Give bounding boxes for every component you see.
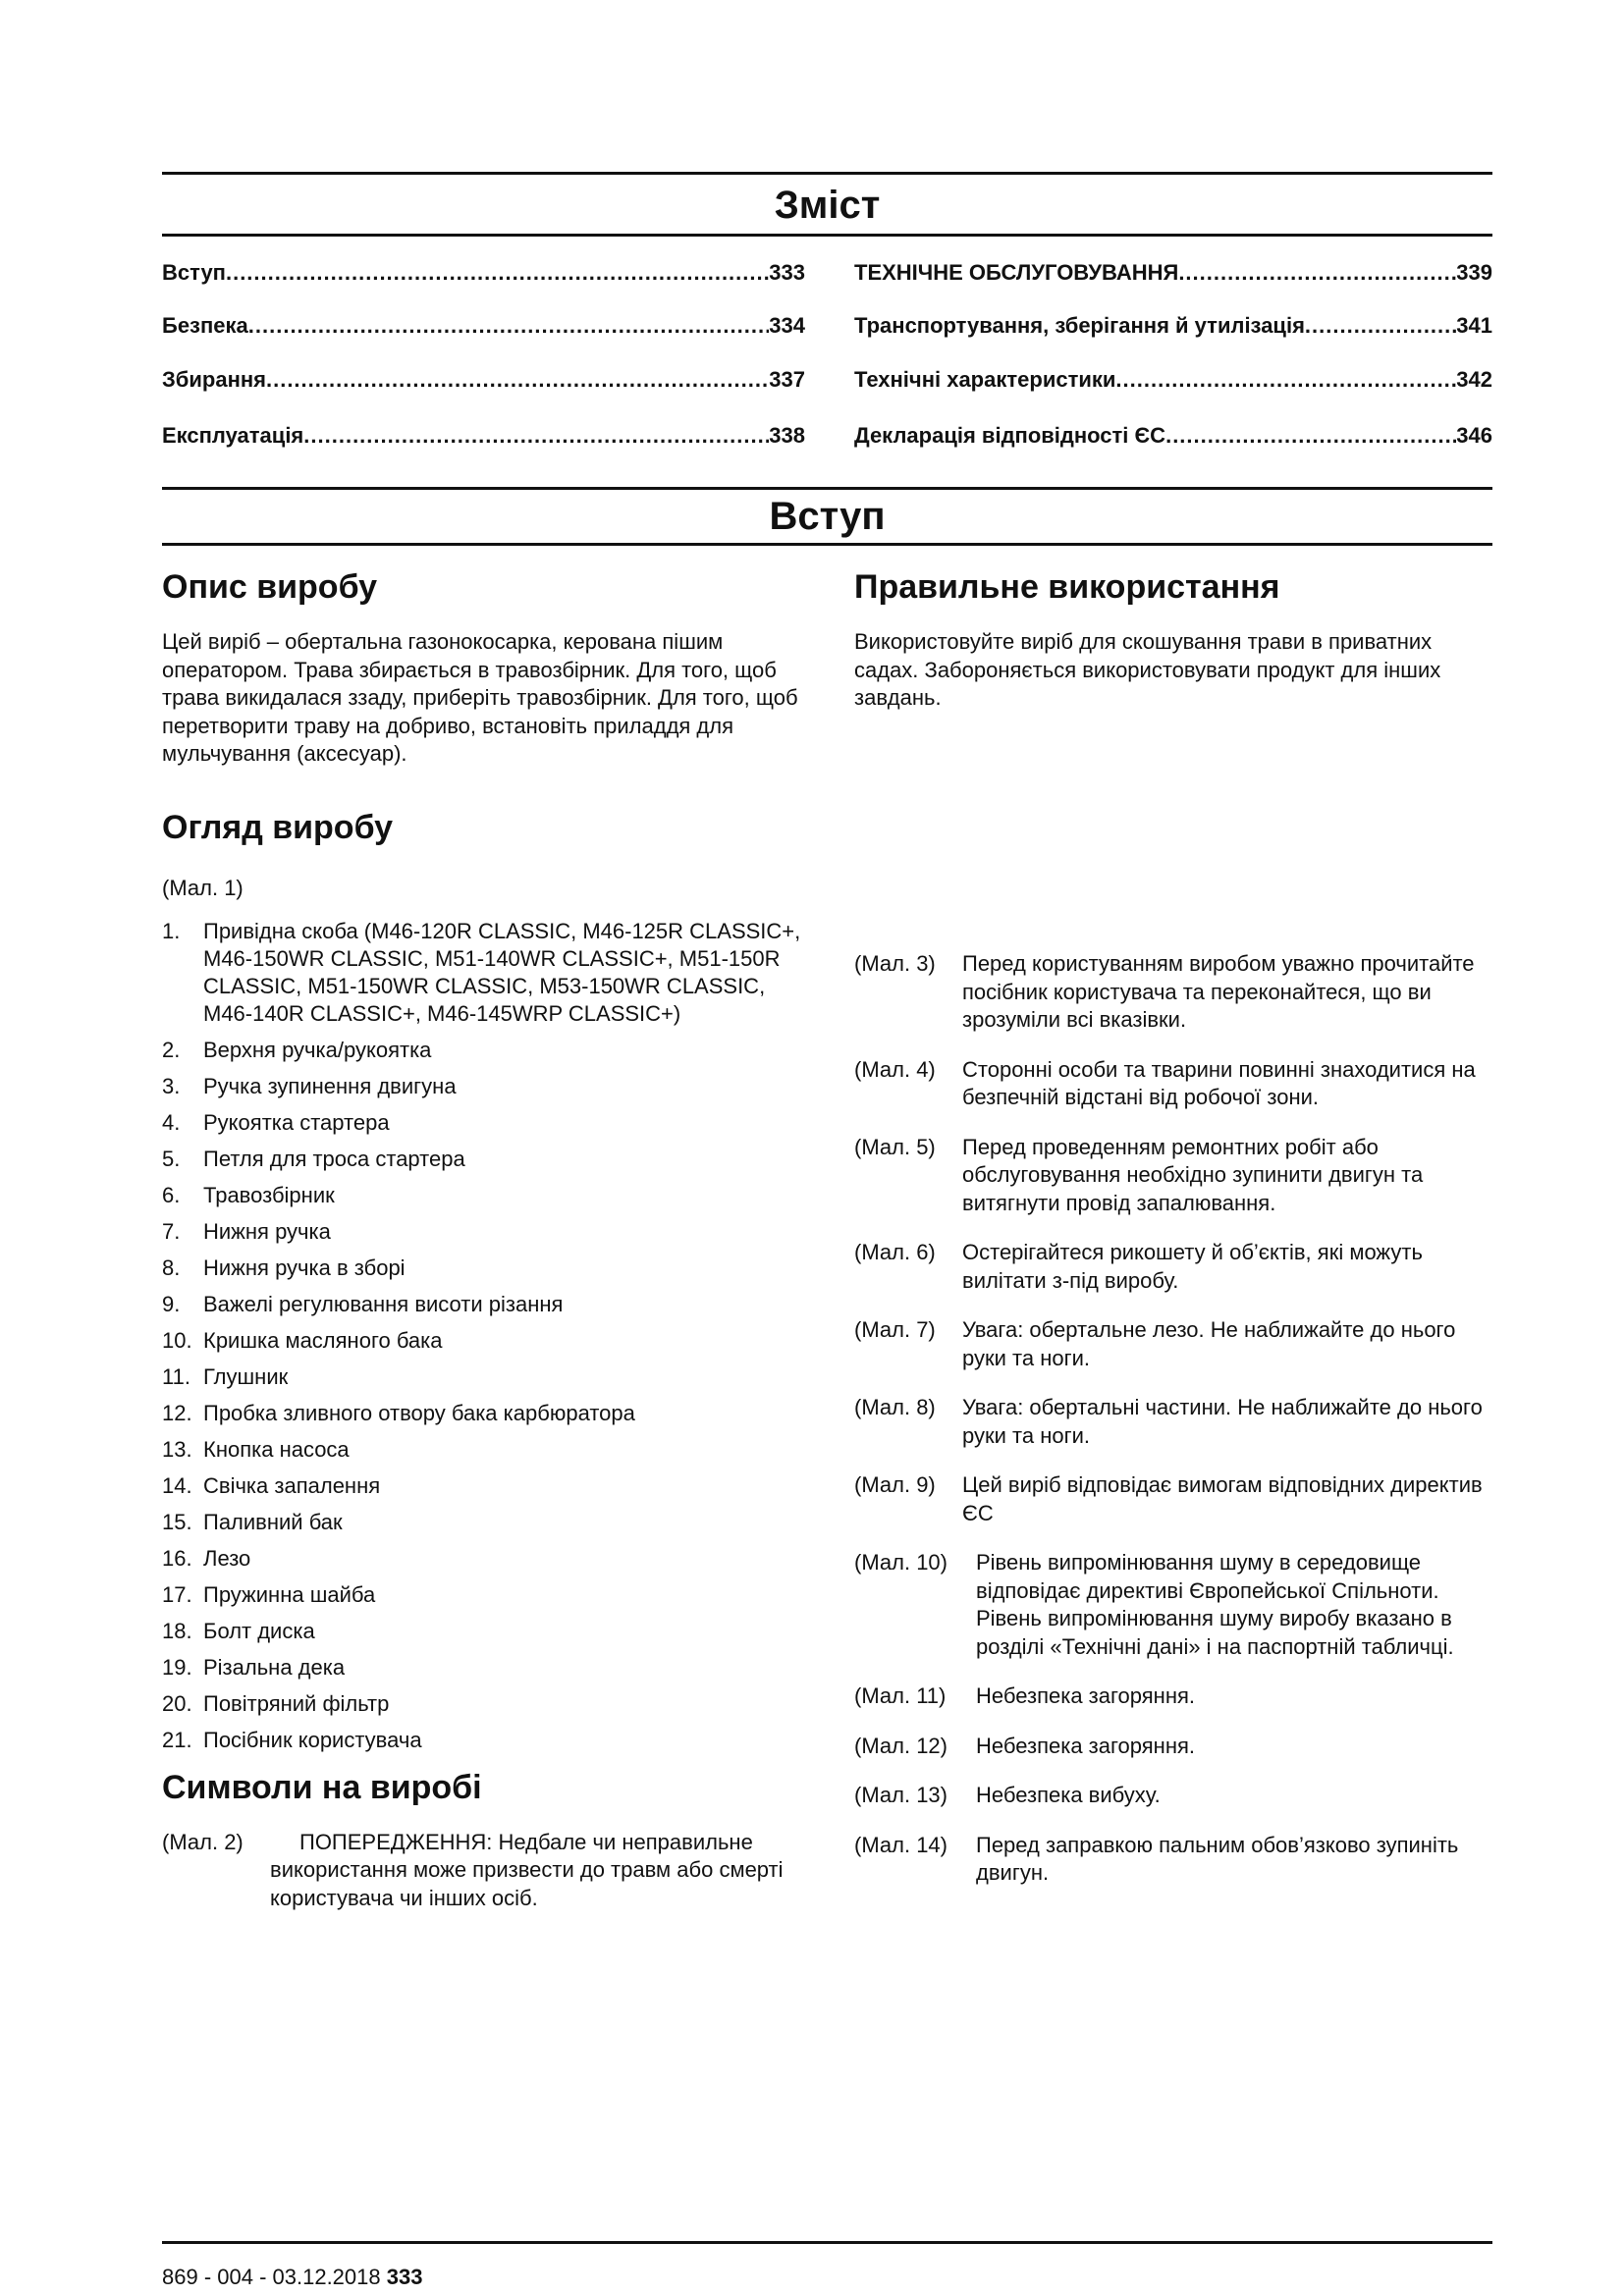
list-item: 18. Болт диска	[162, 1618, 315, 1643]
symbols-right-column	[854, 950, 1492, 1909]
list-item: 6. Травозбірник	[162, 1182, 335, 1207]
list-item: 4. Рукоятка стартера	[162, 1109, 390, 1135]
toc-entry-label: Безпека	[162, 313, 248, 338]
symbol-entry: (Мал. 7) Увага: обертальне лезо. Не наближайте до нього руки та ноги.	[854, 1317, 1456, 1370]
list-item: 11. Глушник	[162, 1363, 289, 1389]
symbol-entry: (Мал. 14) Перед заправкою пальним обов’язково зупиніть двигун.	[854, 1832, 1459, 1885]
intro-top-rule	[162, 487, 1492, 490]
footer-rule	[162, 2241, 1492, 2244]
document-page	[162, 0, 1492, 2296]
symbol-entry: (Мал. 9) Цей виріб відповідає вимогам відповідних директив ЄС	[854, 1472, 1483, 1525]
toc-entry[interactable]	[854, 312, 1492, 340]
product-description-text: Цей виріб – обертальна газонокосарка, керована пішим оператором. Трава збирається в травозбірник. Для того, щоб трава викидалася ззаду, приберіть травозбірник. Для того, щоб перетворити траву на добриво, встановіть приладдя для мульчування (аксесуар).	[162, 629, 798, 766]
toc-entry-page: 342	[1456, 367, 1492, 392]
list-item: 10. Кришка масляного бака	[162, 1327, 443, 1353]
symbol-entry: (Мал. 3) Перед користуванням виробом уважно прочитайте посібник користувача та переконайтеся, що ви зрозуміли всі вказівки.	[854, 951, 1475, 1032]
list-item: 21. Посібник користувача	[162, 1727, 422, 1752]
intended-use-heading: Правильне використання	[854, 568, 1280, 606]
left-column	[162, 567, 810, 1934]
symbol-figure-ref: (Мал. 2)	[162, 1829, 244, 1854]
symbol-text: ПОПЕРЕДЖЕННЯ: Недбале чи неправильне використання може призвести до травм або смерті користувача чи інших осіб.	[270, 1829, 784, 1910]
toc-entry-label: Декларація відповідності ЄС	[854, 423, 1166, 448]
list-item: 20. Повітряний фільтр	[162, 1690, 390, 1716]
list-item: 7. Нижня ручка	[162, 1218, 331, 1244]
toc-entry-page: 333	[769, 260, 805, 285]
toc-entry-page: 346	[1456, 423, 1492, 448]
toc-entry-page: 339	[1456, 260, 1492, 285]
toc-entry-label: Транспортування, зберігання й утилізація	[854, 313, 1305, 338]
toc-entry-label: Технічні характеристики	[854, 367, 1116, 392]
toc-entry-page: 334	[769, 313, 805, 338]
list-item: 2. Верхня ручка/рукоятка	[162, 1037, 432, 1062]
list-item: 3. Ручка зупинення двигуна	[162, 1073, 457, 1098]
toc-title-rule	[162, 234, 1492, 237]
overview-item-list	[162, 918, 810, 1754]
symbol-entry: (Мал. 11) Небезпека загоряння.	[854, 1683, 1195, 1708]
toc-entry[interactable]	[162, 259, 805, 287]
intro-title-rule	[162, 543, 1492, 546]
list-item: 15. Паливний бак	[162, 1509, 343, 1534]
symbol-entry: (Мал. 4) Сторонні особи та тварини повинні знаходитися на безпечній відстані від робочої зони.	[854, 1056, 1476, 1109]
symbols-heading: Символи на виробі	[162, 1768, 482, 1806]
symbol-entry: (Мал. 12) Небезпека загоряння.	[854, 1733, 1195, 1758]
overview-figure-ref: (Мал. 1)	[162, 875, 244, 900]
toc-entry[interactable]	[162, 422, 805, 450]
toc-entry-label: ТЕХНІЧНЕ ОБСЛУГОВУВАННЯ	[854, 260, 1179, 285]
toc-entry[interactable]	[162, 312, 805, 340]
product-description-heading: Опис виробу	[162, 568, 378, 606]
symbol-entry: (Мал. 13) Небезпека вибуху.	[854, 1783, 1161, 1807]
symbol-entry	[162, 1829, 810, 1913]
list-item: 16. Лезо	[162, 1545, 251, 1571]
list-item: 14. Свічка запалення	[162, 1472, 381, 1498]
toc-entry[interactable]	[854, 259, 1492, 287]
toc-top-rule	[162, 172, 1492, 175]
toc-entry[interactable]	[854, 422, 1492, 450]
symbol-entry: (Мал. 5) Перед проведенням ремонтних робіт або обслуговування необхідно зупинити двигун та витягнути провід запалювання.	[854, 1134, 1424, 1215]
toc-entry[interactable]	[854, 366, 1492, 394]
toc-entry-page: 341	[1456, 313, 1492, 338]
overview-heading: Огляд виробу	[162, 808, 394, 846]
toc-entry-label: Експлуатація	[162, 423, 304, 448]
list-item: 1. Привідна скоба (M46-120R CLASSIC, M46-125R CLASSIC+, M46-150WR CLASSIC, M51-140WR CLASSIC+, M51-150R CLASSIC, M51-150WR CLASSIC, M53-150WR CLASSIC, M46-140R CLASSIC+, M46-145WRP CLASSIC+)	[162, 918, 801, 1026]
document-reference: 869 - 004 - 03.12.2018	[162, 2265, 387, 2289]
list-item: 19. Різальна дека	[162, 1654, 346, 1680]
toc-entry-label: Збирання	[162, 367, 266, 392]
toc-entry-page: 338	[769, 423, 805, 448]
right-column	[854, 567, 1492, 713]
list-item: 13. Кнопка насоса	[162, 1436, 350, 1462]
list-item: 9. Важелі регулювання висоти різання	[162, 1291, 564, 1316]
list-item: 12. Пробка зливного отвору бака карбюратора	[162, 1400, 635, 1425]
toc-entry-label: Вступ	[162, 260, 226, 285]
list-item: 8. Нижня ручка в зборі	[162, 1255, 406, 1280]
intended-use-text: Використовуйте виріб для скошування трави в приватних садах. Забороняється використовувати продукт для інших завдань.	[854, 629, 1441, 710]
list-item: 17. Пружинна шайба	[162, 1581, 376, 1607]
page-number: 333	[386, 2265, 423, 2289]
symbol-entry: (Мал. 10) Рівень випромінювання шуму в середовище відповідає директиві Європейської Спільноти. Рівень випромінювання шуму виробу вказано в розділі «Технічні дані» і на паспортній табличці.	[854, 1550, 1454, 1659]
toc-entry-page: 337	[769, 367, 805, 392]
list-item: 5. Петля для троса стартера	[162, 1146, 465, 1171]
symbol-entry: (Мал. 6) Остерігайтеся рикошету й об’єктів, які можуть вилітати з-під виробу.	[854, 1240, 1423, 1293]
section-title: Вступ	[769, 495, 886, 538]
toc-entry[interactable]	[162, 366, 805, 394]
toc-title: Зміст	[774, 184, 881, 227]
page-footer	[162, 2264, 422, 2291]
symbol-entry: (Мал. 8) Увага: обертальні частини. Не наближайте до нього руки та ноги.	[854, 1395, 1483, 1448]
